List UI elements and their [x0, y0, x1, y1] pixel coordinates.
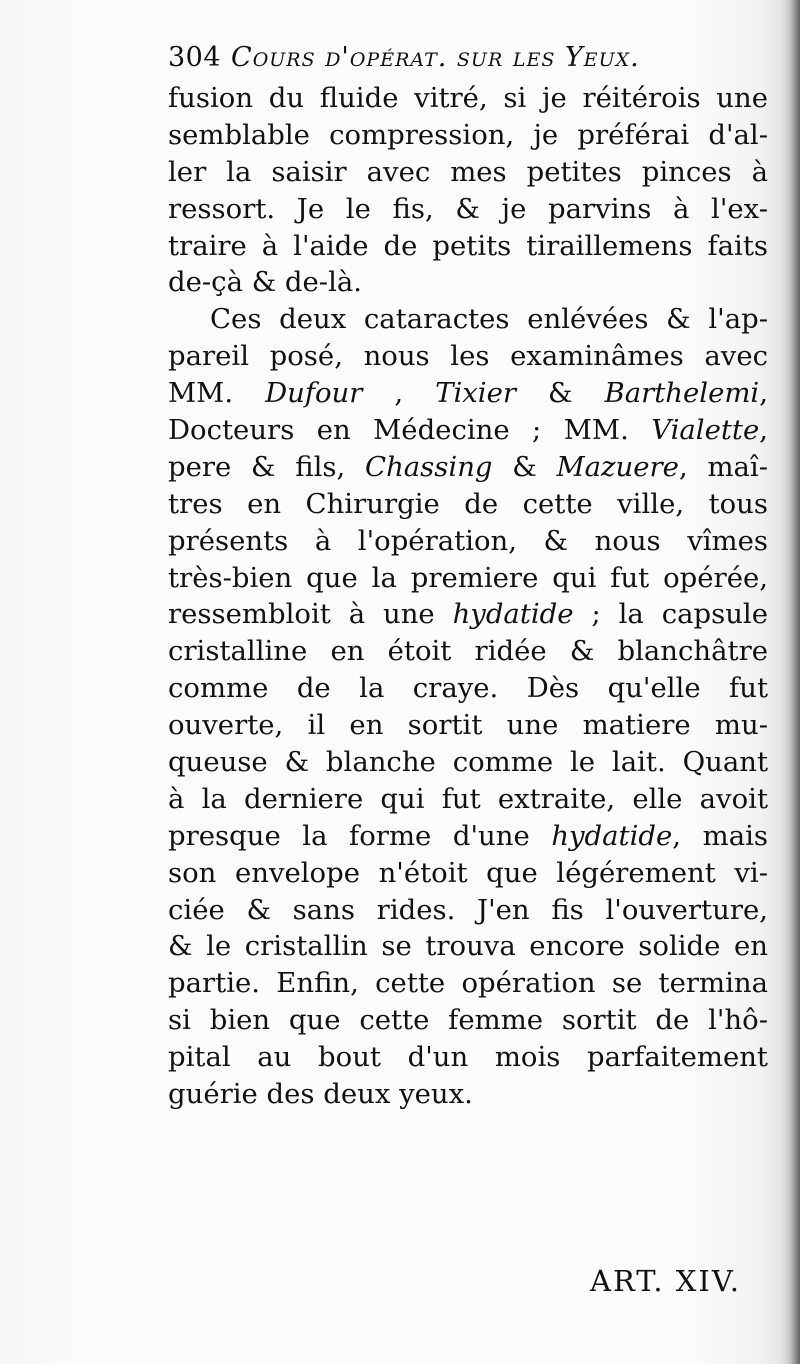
text-line: ouverte, il en sortit une matiere mu-: [168, 709, 768, 742]
next-section-catchword: ART. XIV.: [590, 1264, 741, 1298]
text-segment: ressembloit à une: [168, 598, 453, 631]
text-line: guérie des deux yeux.: [168, 1078, 473, 1111]
text-line: très-bien que la premiere qui fut opérée,: [168, 561, 768, 594]
text-segment: , maî-: [678, 450, 769, 483]
text-line: à la derniere qui fut extraite, elle avoit: [168, 782, 768, 815]
text-segment: pere & fils,: [168, 450, 366, 483]
text-line: ciée & sans rides. J'en fis l'ouverture,: [168, 893, 768, 926]
text-line: traire à l'aide de petits tiraillemens faits: [168, 229, 768, 262]
paragraph-start: Ces deux cataractes enlévées & l'ap-: [210, 303, 768, 336]
running-header: [168, 38, 728, 78]
text-segment: presque la forme d'une: [168, 819, 552, 852]
text-line: [168, 375, 768, 412]
text-segment: MM.: [168, 377, 266, 410]
text-line: pital au bout d'un mois parfaitement: [168, 1041, 768, 1074]
text-line: son envelope n'étoit que légérement vi-: [168, 856, 768, 889]
running-title: Cours d'opérat. sur les Yeux.: [231, 42, 640, 73]
name-vialette: Vialette: [651, 414, 760, 447]
text-line: [168, 412, 768, 449]
name-dufour: Dufour: [265, 377, 363, 410]
text-line: si bien que cette femme sortit de l'hô-: [168, 1004, 768, 1037]
name-barthelemi: Barthelemi: [604, 377, 760, 410]
text-segment: Docteurs en Médecine ; MM.: [168, 414, 652, 447]
text-line: ler la saisir avec mes petites pinces à: [168, 155, 768, 188]
text-segment: &: [516, 377, 605, 410]
text-line: & le cristallin se trouva encore solide en: [168, 930, 768, 963]
page-number: 304: [168, 42, 222, 73]
name-tixier: Tixier: [435, 377, 517, 410]
page-gutter-shadow: [782, 0, 800, 1364]
name-chassing: Chassing: [365, 450, 493, 483]
text-segment: &: [492, 450, 557, 483]
text-line: queuse & blanche comme le lait. Quant: [168, 746, 768, 779]
text-line: cristalline en étoit ridée & blanchâtre: [168, 635, 768, 668]
text-segment: , mais: [672, 819, 768, 852]
text-line: pareil posé, nous les examinâmes avec: [168, 340, 768, 373]
text-line: comme de la craye. Dès qu'elle fut: [168, 672, 768, 705]
text-segment: ,: [362, 377, 436, 410]
text-line: présents à l'opération, & nous vîmes: [168, 524, 768, 557]
term-hydatide: hydatide: [452, 598, 574, 631]
text-segment: ,: [759, 377, 768, 410]
text-line: [168, 449, 768, 486]
text-line: partie. Enfin, cette opération se termina: [168, 967, 768, 1000]
text-line: [168, 596, 768, 633]
text-segment: ,: [759, 414, 768, 447]
text-line: semblable compression, je préférai d'al-: [168, 118, 768, 151]
text-segment: ; la capsule: [573, 598, 768, 631]
text-line: fusion du fluide vitré, si je réitérois une: [168, 82, 768, 114]
text-line: tres en Chirurgie de cette ville, tous: [168, 487, 768, 520]
term-hydatide: hydatide: [551, 819, 673, 852]
text-line: ressort. Je le fis, & je parvins à l'ex-: [168, 192, 768, 225]
text-line: [168, 818, 768, 855]
text-line: de-çà & de-là.: [168, 266, 363, 299]
name-mazuere: Mazuere: [556, 450, 679, 483]
body-text: [168, 80, 768, 1113]
